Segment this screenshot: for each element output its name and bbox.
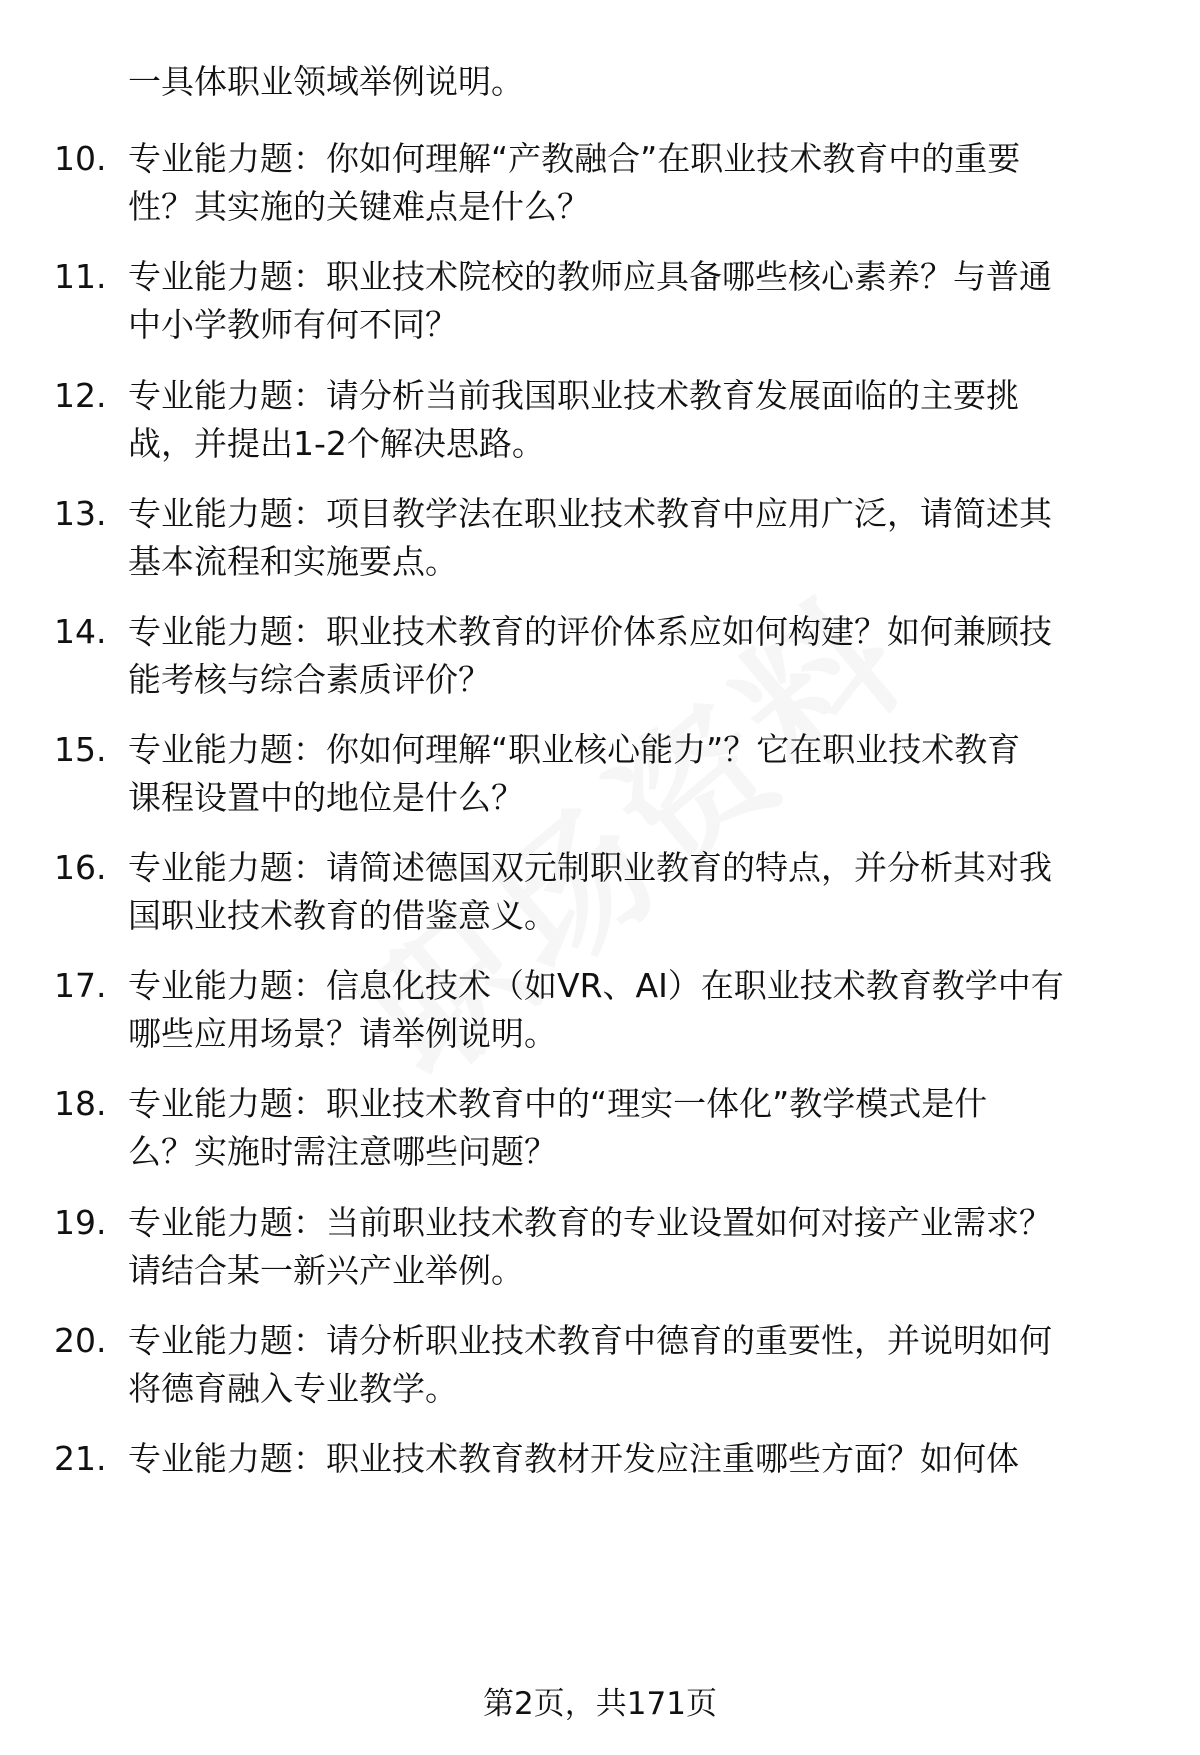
question-text-line: 请结合某一新兴产业举例。 [128,1251,524,1290]
question-text-line: 基本流程和实施要点。 [128,542,458,581]
question-number: 11. [54,257,107,296]
question-text-line: 专业能力题：职业技术院校的教师应具备哪些核心素养？与普通 [128,257,1052,296]
question-number: 21. [54,1439,107,1478]
question-text-line: 专业能力题：项目教学法在职业技术教育中应用广泛，请简述其 [128,494,1052,533]
question-number: 19. [54,1203,107,1242]
continuation-text: 一具体职业领域举例说明。 [128,62,524,101]
question-number: 16. [54,848,107,887]
question-text-line: 专业能力题：职业技术教育教材开发应注重哪些方面？如何体 [128,1439,1019,1478]
question-text-line: 国职业技术教育的借鉴意义。 [128,896,557,935]
question-number: 10. [54,139,107,178]
question-number: 13. [54,494,107,533]
question-text-line: 性？其实施的关键难点是什么？ [128,187,590,226]
question-text-line: 专业能力题：你如何理解“职业核心能力”？它在职业技术教育 [128,730,1021,769]
question-number: 18. [54,1084,107,1123]
question-text-line: 专业能力题：请分析当前我国职业技术教育发展面临的主要挑 [128,376,1019,415]
question-number: 15. [54,730,107,769]
question-text-line: 专业能力题：你如何理解“产教融合”在职业技术教育中的重要 [128,139,1021,178]
question-text-line: 专业能力题：当前职业技术教育的专业设置如何对接产业需求？ [128,1203,1052,1242]
question-text-line: 将德育融入专业教学。 [128,1369,458,1408]
question-text-line: 专业能力题：职业技术教育的评价体系应如何构建？如何兼顾技 [128,612,1052,651]
question-text-line: 专业能力题：请简述德国双元制职业教育的特点，并分析其对我 [128,848,1052,887]
question-number: 12. [54,376,107,415]
page-footer: 第2页，共171页 [483,1686,717,1722]
question-text-line: 专业能力题：职业技术教育中的“理实一体化”教学模式是什 [128,1084,988,1123]
question-number: 14. [54,612,107,651]
question-text-line: 哪些应用场景？请举例说明。 [128,1014,557,1053]
question-text-line: 课程设置中的地位是什么？ [128,778,524,817]
question-text-line: 战，并提出1-2个解决思路。 [128,424,545,463]
question-text-line: 么？实施时需注意哪些问题？ [128,1132,557,1171]
question-text-line: 能考核与综合素质评价？ [128,660,491,699]
question-number: 20. [54,1321,107,1360]
question-text-line: 专业能力题：请分析职业技术教育中德育的重要性，并说明如何 [128,1321,1052,1360]
question-text-line: 专业能力题：信息化技术（如VR、AI）在职业技术教育教学中有 [128,966,1064,1005]
question-text-line: 中小学教师有何不同？ [128,305,458,344]
question-number: 17. [54,966,107,1005]
